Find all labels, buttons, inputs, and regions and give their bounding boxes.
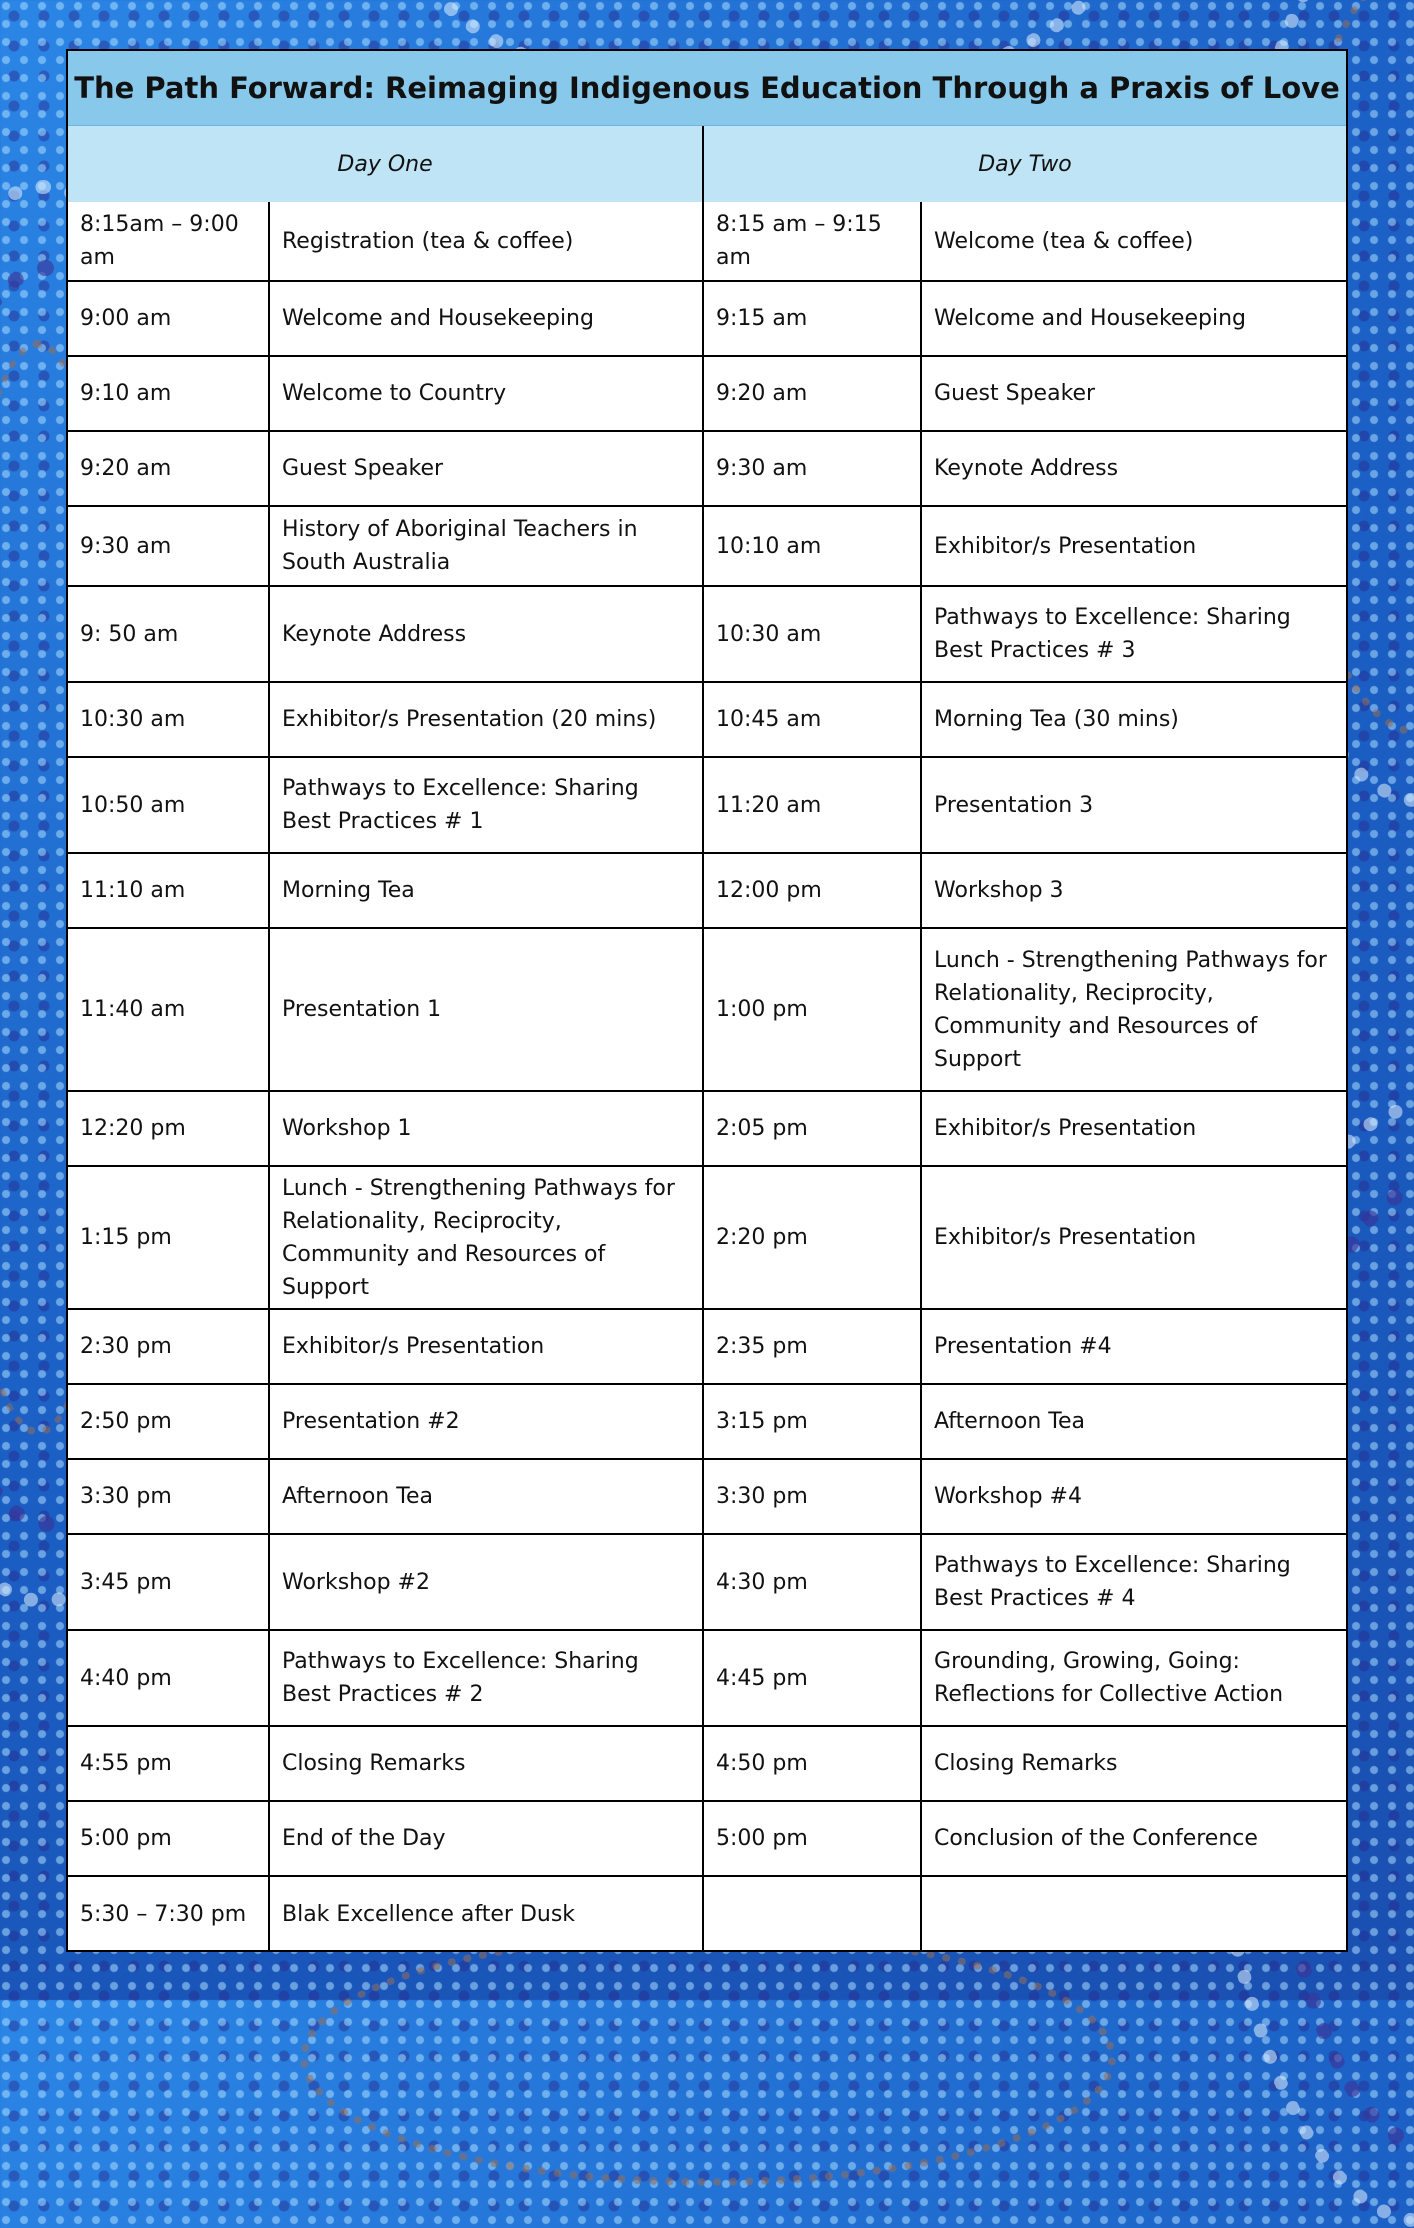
schedule-row xyxy=(68,356,1346,431)
schedule-table xyxy=(68,126,1346,1951)
day-two-event: Lunch - Strengthening Pathways for Relationality, Reciprocity, Community and Resources of Support xyxy=(921,928,1346,1091)
schedule-row xyxy=(68,202,1346,281)
schedule-row xyxy=(68,1166,1346,1309)
day-two-event: Welcome (tea & coffee) xyxy=(934,228,1194,254)
day-one-time: 9:00 am xyxy=(68,281,269,356)
day-one-event: Morning Tea xyxy=(269,853,703,928)
page-title: The Path Forward: Reimaging Indigenous Education Through a Praxis of Love xyxy=(74,71,1340,105)
day-two-time: 2:20 pm xyxy=(703,1166,921,1309)
day-one-header: Day One xyxy=(68,126,703,202)
day-two-event: Presentation 3 xyxy=(921,757,1346,853)
schedule-row xyxy=(68,1630,1346,1726)
day-one-time: 3:30 pm xyxy=(68,1459,269,1534)
day-two-event: Exhibitor/s Presentation xyxy=(921,506,1346,586)
day-one-event: Presentation #2 xyxy=(269,1384,703,1459)
schedule-body xyxy=(68,202,1346,1951)
schedule-row xyxy=(68,431,1346,506)
day-two-event: Guest Speaker xyxy=(921,356,1346,431)
day-one-event: Workshop 1 xyxy=(269,1091,703,1166)
day-two-event: Afternoon Tea xyxy=(921,1384,1346,1459)
day-two-time: 9:30 am xyxy=(703,431,921,506)
schedule-row xyxy=(68,757,1346,853)
day-one-event: End of the Day xyxy=(269,1801,703,1876)
day-two-time: 10:45 am xyxy=(703,682,921,757)
day-one-event: Blak Excellence after Dusk xyxy=(269,1876,703,1951)
day-one-time: 9:30 am xyxy=(68,506,269,586)
day-one-time: 2:30 pm xyxy=(68,1309,269,1384)
day-one-event: Exhibitor/s Presentation xyxy=(269,1309,703,1384)
schedule-row xyxy=(68,1801,1346,1876)
day-one-event: Pathways to Excellence: Sharing Best Practices # 1 xyxy=(269,757,703,853)
day-two-event: Workshop #4 xyxy=(921,1459,1346,1534)
day-two-time: 10:30 am xyxy=(703,586,921,682)
day-two-event xyxy=(921,1876,1346,1951)
day-one-time: 9:10 am xyxy=(68,356,269,431)
schedule-row xyxy=(68,506,1346,586)
day-two-time: 9:15 am xyxy=(703,281,921,356)
day-one-time: 5:30 – 7:30 pm xyxy=(68,1876,269,1951)
day-one-time: 8:15am – 9:00 am xyxy=(68,202,269,281)
day-one-event: Keynote Address xyxy=(269,586,703,682)
day-one-time: 4:55 pm xyxy=(68,1726,269,1801)
day-two-time: 4:50 pm xyxy=(703,1726,921,1801)
day-one-time: 10:50 am xyxy=(68,757,269,853)
schedule-sheet xyxy=(66,49,1348,1952)
schedule-row xyxy=(68,1534,1346,1630)
day-one-event: Pathways to Excellence: Sharing Best Practices # 2 xyxy=(269,1630,703,1726)
day-two-event: Welcome and Housekeeping xyxy=(921,281,1346,356)
schedule-row xyxy=(68,586,1346,682)
schedule-row xyxy=(68,1876,1346,1951)
schedule-row xyxy=(68,853,1346,928)
day-one-time: 10:30 am xyxy=(68,682,269,757)
day-two-time: 9:20 am xyxy=(703,356,921,431)
day-two-event: Workshop 3 xyxy=(921,853,1346,928)
day-one-event: Welcome to Country xyxy=(269,356,703,431)
day-two-event: Morning Tea (30 mins) xyxy=(921,682,1346,757)
schedule-row xyxy=(68,281,1346,356)
day-one-event: Exhibitor/s Presentation (20 mins) xyxy=(269,682,703,757)
schedule-row xyxy=(68,928,1346,1091)
schedule-row xyxy=(68,1384,1346,1459)
day-two-event: Pathways to Excellence: Sharing Best Practices # 4 xyxy=(921,1534,1346,1630)
day-two-event: Exhibitor/s Presentation xyxy=(921,1166,1346,1309)
day-two-event: Presentation #4 xyxy=(921,1309,1346,1384)
day-one-time: 3:45 pm xyxy=(68,1534,269,1630)
day-two-event: Grounding, Growing, Going: Reflections for Collective Action xyxy=(921,1630,1346,1726)
background-dot-ring xyxy=(300,1930,1116,2186)
day-one-time: 11:10 am xyxy=(68,853,269,928)
day-two-time: 3:30 pm xyxy=(703,1459,921,1534)
day-two-event: Conclusion of the Conference xyxy=(921,1801,1346,1876)
day-one-event: Welcome and Housekeeping xyxy=(269,281,703,356)
day-two-time: 11:20 am xyxy=(703,757,921,853)
schedule-row xyxy=(68,1726,1346,1801)
day-two-event: Pathways to Excellence: Sharing Best Practices # 3 xyxy=(921,586,1346,682)
day-one-time: 9: 50 am xyxy=(68,586,269,682)
day-two-time: 5:00 pm xyxy=(703,1801,921,1876)
day-two-time: 2:35 pm xyxy=(703,1309,921,1384)
day-one-time: 2:50 pm xyxy=(68,1384,269,1459)
day-one-event: Afternoon Tea xyxy=(269,1459,703,1534)
day-one-event: Workshop #2 xyxy=(269,1534,703,1630)
schedule-row xyxy=(68,1459,1346,1534)
schedule-row xyxy=(68,1309,1346,1384)
day-two-time: 2:05 pm xyxy=(703,1091,921,1166)
day-one-event: Closing Remarks xyxy=(269,1726,703,1801)
day-one-time: 9:20 am xyxy=(68,431,269,506)
day-header-row xyxy=(68,126,1346,202)
day-one-time: 1:15 pm xyxy=(68,1166,269,1309)
day-one-event: Presentation 1 xyxy=(269,928,703,1091)
day-one-time: 4:40 pm xyxy=(68,1630,269,1726)
day-one-time: 5:00 pm xyxy=(68,1801,269,1876)
day-two-time xyxy=(703,1876,921,1951)
day-one-event: Lunch - Strengthening Pathways for Relationality, Reciprocity, Community and Resources of Support xyxy=(269,1166,703,1309)
day-two-time: 10:10 am xyxy=(703,506,921,586)
day-two-event: Closing Remarks xyxy=(921,1726,1346,1801)
day-one-event: History of Aboriginal Teachers in South Australia xyxy=(269,506,703,586)
schedule-row xyxy=(68,682,1346,757)
day-one-event: Registration (tea & coffee) xyxy=(269,202,703,281)
title-bar xyxy=(68,51,1346,126)
schedule-row xyxy=(68,1091,1346,1166)
day-two-time: 8:15 am – 9:15 am xyxy=(703,202,921,281)
day-one-time: 12:20 pm xyxy=(68,1091,269,1166)
day-two-time: 4:45 pm xyxy=(703,1630,921,1726)
day-one-time: 11:40 am xyxy=(68,928,269,1091)
day-two-event: Exhibitor/s Presentation xyxy=(921,1091,1346,1166)
day-one-event: Guest Speaker xyxy=(269,431,703,506)
day-two-time: 3:15 pm xyxy=(703,1384,921,1459)
day-two-time: 4:30 pm xyxy=(703,1534,921,1630)
day-two-event: Keynote Address xyxy=(921,431,1346,506)
day-two-time: 12:00 pm xyxy=(703,853,921,928)
day-two-header: Day Two xyxy=(703,126,1346,202)
day-two-time: 1:00 pm xyxy=(703,928,921,1091)
